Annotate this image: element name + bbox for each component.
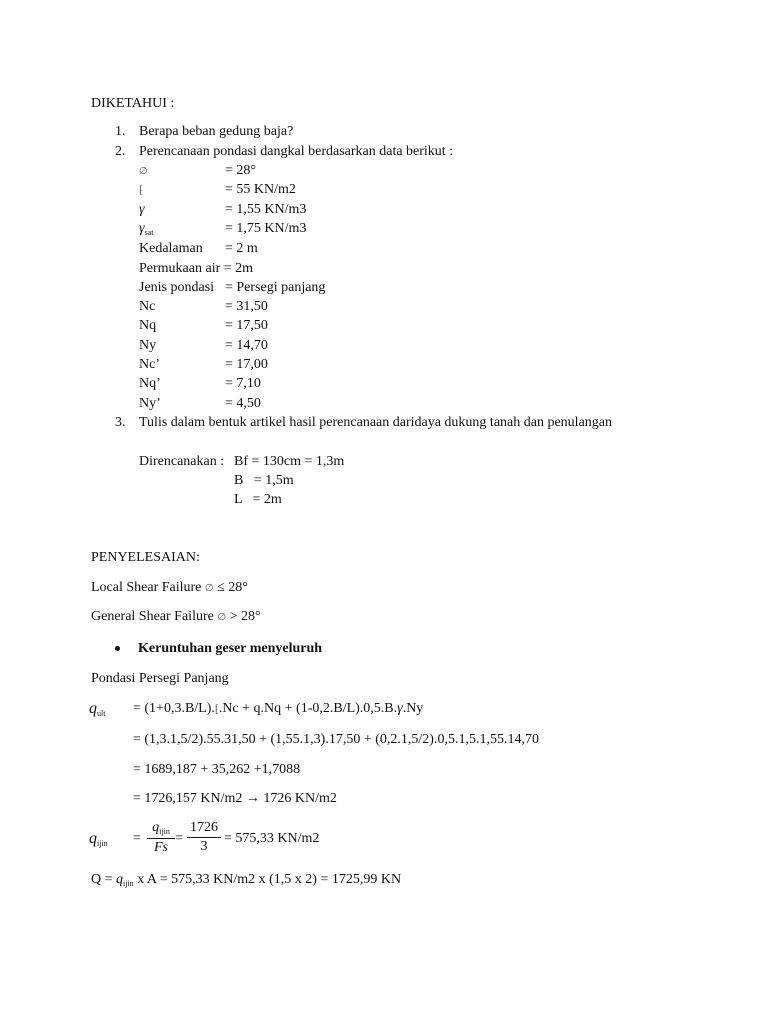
depth-label: Kedalaman xyxy=(139,241,203,256)
phi-symbol: ∅ xyxy=(139,166,148,177)
planned-l: L = 2m xyxy=(234,492,282,507)
q-ijin-equals: = xyxy=(133,831,141,846)
planned-bf: Bf = 130cm = 1,3m xyxy=(234,454,345,469)
fraction-1726-over-3: 1726 3 xyxy=(187,820,221,855)
gamma-sat-value: = 1,75 KN/m3 xyxy=(225,221,307,236)
nq2-label: Nq’ xyxy=(139,376,161,391)
q-ijin-symbol: qijin xyxy=(89,830,108,848)
depth-value: = 2 m xyxy=(225,241,258,256)
q-ult-symbol: qult xyxy=(89,700,106,718)
total-load-Q: $Q = q_{ijin}$ x A = 575,33 KN/m2 x (1,5 x 2) = 1725,99 KN xyxy=(91,872,402,888)
item-number: 1. xyxy=(115,124,126,139)
phi-value: = 28° xyxy=(225,163,256,178)
q-ult-line-3: = 1689,187 + 35,262 +1,7088 xyxy=(133,762,301,777)
planned-b: B = 1,5m xyxy=(234,473,294,488)
planned-label: Direncanakan : xyxy=(139,454,225,469)
water-level: Permukaan air = 2m xyxy=(139,261,254,276)
item-number: 3. xyxy=(115,415,126,430)
gamma-value: = 1,55 KN/m3 xyxy=(225,202,307,217)
c-value: = 55 KN/m2 xyxy=(225,182,296,197)
nc-value: = 31,50 xyxy=(225,299,268,314)
nc2-label: Nc’ xyxy=(139,357,160,372)
foundation-type: Pondasi Persegi Panjang xyxy=(91,671,229,686)
bullet-icon xyxy=(115,646,120,651)
nq-label: Nq xyxy=(139,318,157,333)
ny2-label: Ny’ xyxy=(139,396,161,411)
local-shear-failure: Local Shear Failure ∅ ≤ 28° xyxy=(91,580,248,595)
c-symbol: ⁅ xyxy=(139,185,143,196)
solution-heading: PENYELESAIAN: xyxy=(91,550,200,565)
item-text: Tulis dalam bentuk artikel hasil perencanaan daridaya dukung tanah dan penulangan xyxy=(139,415,612,430)
q-ult-line-4: = 1726,157 KN/m2 → 1726 KN/m2 xyxy=(133,791,337,806)
fraction-q-over-fs: $q_{ijin}$ Fs xyxy=(147,820,175,856)
nq2-value: = 7,10 xyxy=(225,376,261,391)
item-text: Perencanaan pondasi dangkal berdasarkan data berikut : xyxy=(139,144,454,159)
nc2-value: = 17,00 xyxy=(225,357,268,372)
gamma-sat-symbol: $\gamma_{sat}$ xyxy=(139,221,154,237)
type-value: = Persegi panjang xyxy=(225,280,326,295)
nc-label: Nc xyxy=(139,299,156,314)
ny2-value: = 4,50 xyxy=(225,396,261,411)
item-text: Berapa beban gedung baja? xyxy=(139,124,294,139)
general-shear-failure: General Shear Failure ∅ > 28° xyxy=(91,609,261,624)
ny-value: = 14,70 xyxy=(225,338,268,353)
q-ult-line-1: = (1+0,3.B/L).⁅.Nc + q.Nq + (1-0,2.B/L).0,5.B.γ.Ny xyxy=(133,701,424,716)
known-heading: DIKETAHUI : xyxy=(91,96,175,111)
q-ijin-equals-2: = xyxy=(175,831,183,846)
ny-label: Ny xyxy=(139,338,157,353)
bullet-text: Keruntuhan geser menyeluruh xyxy=(138,641,323,656)
q-ijin-result: = 575,33 KN/m2 xyxy=(224,831,320,846)
type-label: Jenis pondasi xyxy=(139,280,215,295)
nq-value: = 17,50 xyxy=(225,318,268,333)
item-number: 2. xyxy=(115,144,126,159)
q-ult-line-2: = (1,3.1,5/2).55.31,50 + (1,55.1,3).17,50 + (0,2.1,5/2).0,5.1,5.1,55.14,70 xyxy=(133,732,539,747)
gamma-symbol: γ xyxy=(139,202,145,217)
